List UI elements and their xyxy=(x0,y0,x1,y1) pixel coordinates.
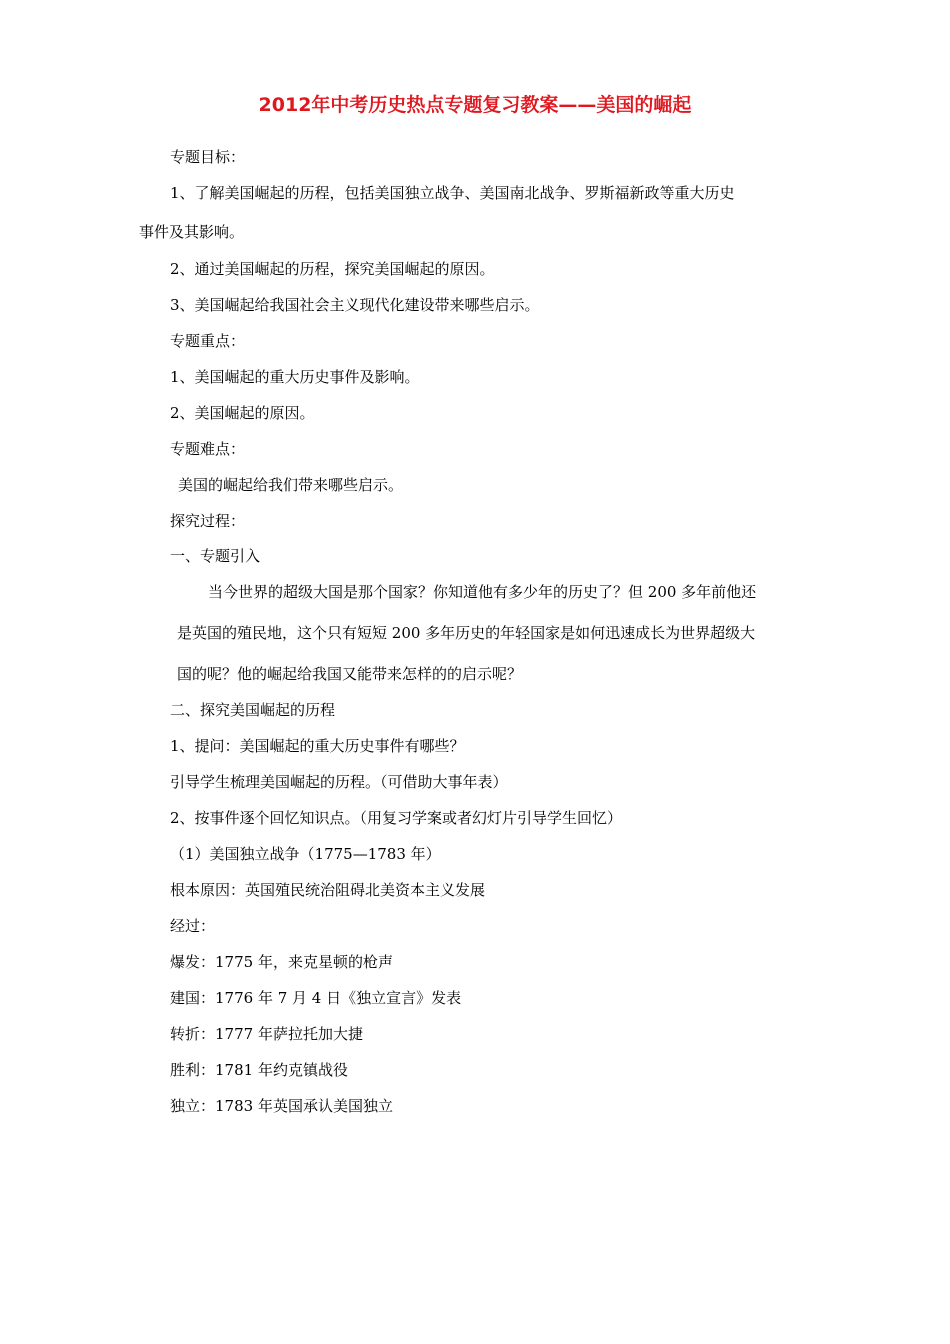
paragraph-line: 2、美国崛起的原因。 xyxy=(170,404,315,422)
section-heading-objectives: 专题目标： xyxy=(170,148,246,166)
paragraph-line: 2、按事件逐个回忆知识点。（用复习学案或者幻灯片引导学生回忆） xyxy=(170,809,623,827)
paragraph-line: 根本原因：英国殖民统治阻碍北美资本主义发展 xyxy=(170,881,486,899)
paragraph-line: 国的呢？他的崛起给我国又能带来怎样的的启示呢？ xyxy=(177,665,523,683)
timeline-item: 爆发：1775 年，来克星顿的枪声 xyxy=(170,953,393,971)
paragraph-line: 当今世界的超级大国是那个国家？你知道他有多少年的历史了？但 200 多年前他还 xyxy=(208,583,757,601)
paragraph-line: 3、美国崛起给我国社会主义现代化建设带来哪些启示。 xyxy=(170,296,540,314)
section-heading-process: 探究过程： xyxy=(170,512,246,530)
paragraph-line: 1、了解美国崛起的历程，包括美国独立战争、美国南北战争、罗斯福新政等重大历史 xyxy=(170,184,735,202)
section-heading-difficulties: 专题难点： xyxy=(170,440,246,458)
subsection-heading-independence-war: （1）美国独立战争（1775—1783 年） xyxy=(170,845,441,863)
timeline-item: 胜利：1781 年约克镇战役 xyxy=(170,1061,348,1079)
timeline-item: 独立：1783 年英国承认美国独立 xyxy=(170,1097,393,1115)
paragraph-line: 事件及其影响。 xyxy=(139,223,245,241)
section-heading-intro: 一、专题引入 xyxy=(170,547,261,565)
timeline-item: 转折：1777 年萨拉托加大捷 xyxy=(170,1025,363,1043)
paragraph-line: 经过： xyxy=(170,917,216,935)
paragraph-line: 是英国的殖民地，这个只有短短 200 多年历史的年轻国家是如何迅速成长为世界超级大 xyxy=(177,624,756,642)
document-title: 2012年中考历史热点专题复习教案——美国的崛起 xyxy=(258,94,692,116)
paragraph-line: 引导学生梳理美国崛起的历程。（可借助大事年表） xyxy=(170,773,508,791)
timeline-item: 建国：1776 年 7 月 4 日《独立宣言》发表 xyxy=(170,989,462,1007)
section-heading-history: 二、探究美国崛起的历程 xyxy=(170,701,336,719)
section-heading-key-points: 专题重点： xyxy=(170,332,246,350)
paragraph-line: 1、美国崛起的重大历史事件及影响。 xyxy=(170,368,420,386)
paragraph-line: 美国的崛起给我们带来哪些启示。 xyxy=(178,476,404,494)
paragraph-line: 1、提问：美国崛起的重大历史事件有哪些？ xyxy=(170,737,465,755)
paragraph-line: 2、通过美国崛起的历程，探究美国崛起的原因。 xyxy=(170,260,495,278)
